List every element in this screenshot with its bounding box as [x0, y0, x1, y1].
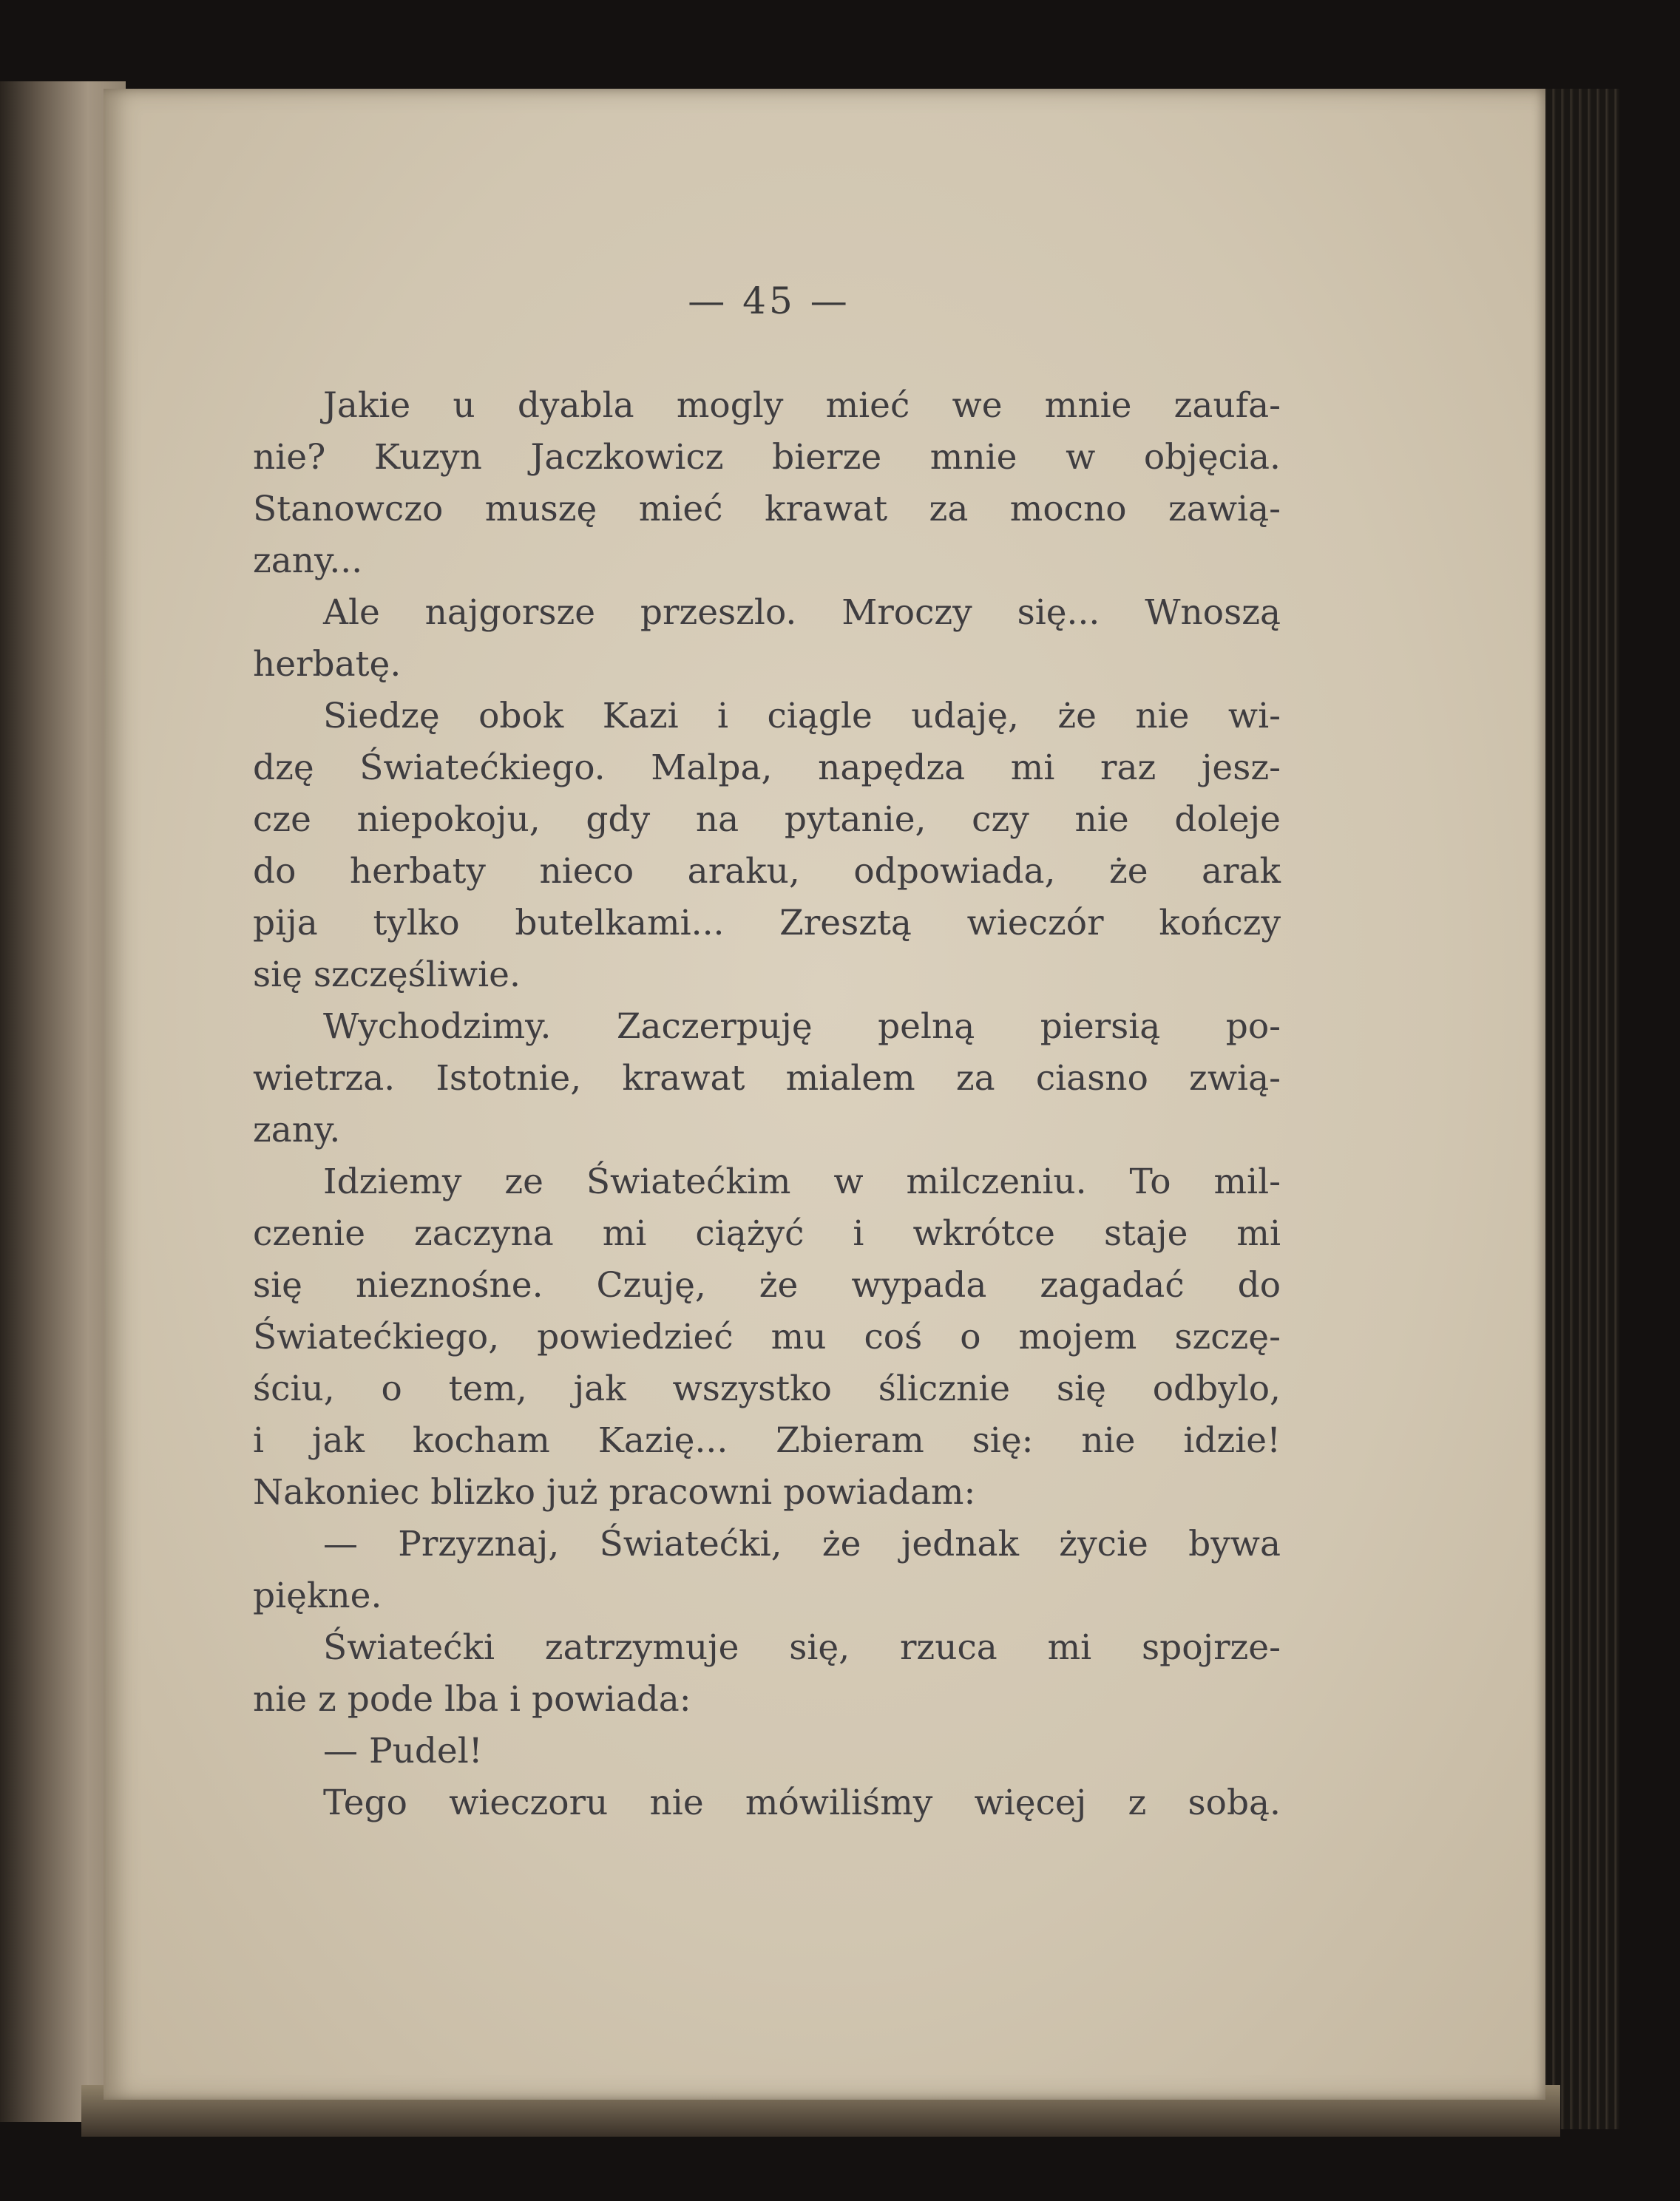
- right-page-edges: [1538, 89, 1619, 2129]
- text-line: Światećki zatrzymuje się, rzuca mi spojrze-: [323, 1627, 1281, 1668]
- text-line: — Przyznaj, Światećki, że jednak życie bywa: [323, 1524, 1281, 1564]
- text-line: dzę Światećkiego. Malpa, napędza mi raz jesz-: [253, 747, 1281, 788]
- text-line: nie z pode lba i powiada:: [253, 1679, 691, 1720]
- text-line: Światećkiego, powiedzieć mu coś o mojem szczę-: [253, 1317, 1281, 1357]
- text-line: — Pudel!: [323, 1731, 483, 1771]
- text-line: się nieznośne. Czuję, że wypada zagadać do: [253, 1265, 1281, 1306]
- text-line: i jak kocham Kazię... Zbieram się: nie idzie!: [253, 1420, 1281, 1461]
- text-line: Nakoniec blizko już pracowni powiadam:: [253, 1472, 976, 1513]
- text-line: nie? Kuzyn Jaczkowicz bierze mnie w objęcia.: [253, 437, 1281, 478]
- text-line: Siedzę obok Kazi i ciągle udaję, że nie wi-: [323, 696, 1281, 736]
- text-line: herbatę.: [253, 644, 402, 685]
- text-line: Stanowczo muszę mieć krawat za mocno zawią-: [253, 489, 1281, 529]
- text-line: Jakie u dyabla mogly mieć we mnie zaufa-: [323, 385, 1281, 426]
- page-number: — 45 —: [688, 279, 850, 322]
- text-line: Wychodzimy. Zaczerpuję pelną piersią po-: [323, 1006, 1281, 1047]
- text-line: Ale najgorsze przeszlo. Mroczy się... Wnoszą: [323, 592, 1281, 633]
- text-line: czenie zaczyna mi ciążyć i wkrótce staje mi: [253, 1213, 1281, 1254]
- text-line: Idziemy ze Światećkim w milczeniu. To mil-: [323, 1161, 1281, 1202]
- text-line: pija tylko butelkami... Zresztą wieczór kończy: [253, 903, 1281, 943]
- text-line: zany...: [253, 540, 363, 581]
- text-line: wietrza. Istotnie, krawat mialem za ciasno zwią-: [253, 1058, 1281, 1099]
- text-line: cze niepokoju, gdy na pytanie, czy nie doleje: [253, 799, 1281, 840]
- text-line: zany.: [253, 1110, 341, 1150]
- text-line: do herbaty nieco araku, odpowiada, że arak: [253, 851, 1281, 892]
- text-line: piękne.: [253, 1576, 382, 1616]
- text-line: ściu, o tem, jak wszystko ślicznie się odbylo,: [253, 1369, 1281, 1409]
- page-text: [253, 380, 1281, 1829]
- text-line: się szczęśliwie.: [253, 954, 521, 995]
- text-line: Tego wieczoru nie mówiliśmy więcej z sobą.: [323, 1783, 1281, 1823]
